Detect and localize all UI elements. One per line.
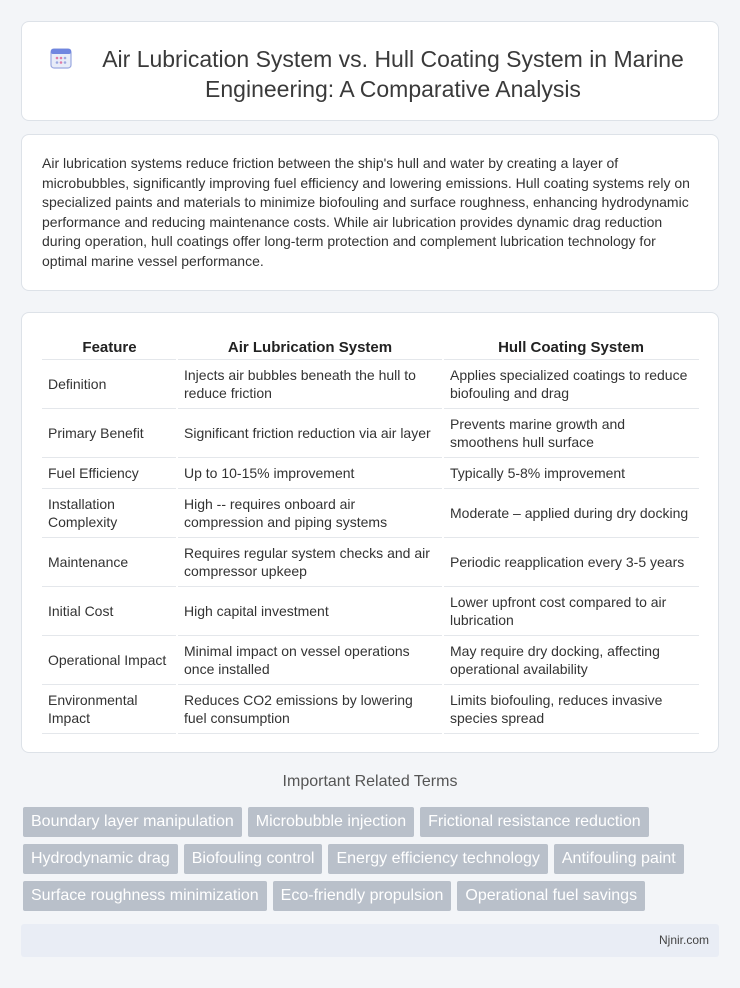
intro-paragraph: Air lubrication systems reduce friction between the ship's hull and water by creating a layer of microbubbles, significantly improving fuel efficiency and lowering emissions. Hull coating systems rely on specialized paints and materials to minimize biofouling and surface roughness, enhancing hydrodynamic performance and reducing maintenance costs. While air lubrication provides dynamic drag reduction during operation, hull coatings offer long-term protection and complement lubrication technology for optimal marine vessel performance. [42, 155, 690, 269]
related-terms-list [23, 807, 703, 911]
hull-coating-cell: Moderate – applied during dry docking [443, 488, 699, 537]
related-term-tag[interactable]: Operational fuel savings [457, 881, 645, 911]
title-card [21, 21, 719, 121]
footer [21, 924, 719, 957]
footer-site-link[interactable]: Njnir.com [658, 933, 709, 947]
hull-coating-cell: Typically 5-8% improvement [443, 457, 699, 488]
air-lubrication-cell: Reduces CO2 emissions by lowering fuel consumption [177, 684, 443, 733]
feature-cell: Maintenance [42, 537, 177, 586]
air-lubrication-cell: Minimal impact on vessel operations once installed [177, 635, 443, 684]
table-row [42, 684, 699, 733]
table-header-row [42, 333, 699, 359]
air-lubrication-cell: High capital investment [177, 586, 443, 635]
comparison-table [42, 333, 699, 734]
related-terms-title: Important Related Terms [282, 773, 458, 790]
related-term-tag[interactable]: Microbubble injection [248, 807, 414, 837]
table-row [42, 457, 699, 488]
hull-coating-cell: Limits biofouling, reduces invasive species spread [443, 684, 699, 733]
feature-cell: Operational Impact [42, 635, 177, 684]
related-term-tag[interactable]: Surface roughness minimization [23, 881, 267, 911]
air-lubrication-cell: High -- requires onboard air compression and piping systems [177, 488, 443, 537]
air-lubrication-cell: Requires regular system checks and air compressor upkeep [177, 537, 443, 586]
hull-coating-cell: Prevents marine growth and smoothens hull surface [443, 408, 699, 457]
related-term-tag[interactable]: Boundary layer manipulation [23, 807, 242, 837]
related-term-tag[interactable]: Hydrodynamic drag [23, 844, 178, 874]
table-row [42, 408, 699, 457]
related-term-tag[interactable]: Biofouling control [184, 844, 323, 874]
hull-coating-cell: Periodic reapplication every 3-5 years [443, 537, 699, 586]
feature-cell: Environmental Impact [42, 684, 177, 733]
table-row [42, 537, 699, 586]
table-row [42, 635, 699, 684]
feature-cell: Definition [42, 359, 177, 408]
related-term-tag[interactable]: Eco-friendly propulsion [273, 881, 452, 911]
calendar-icon [49, 46, 73, 70]
header-air-lubrication: Air Lubrication System [177, 333, 443, 359]
feature-cell: Primary Benefit [42, 408, 177, 457]
feature-cell: Installation Complexity [42, 488, 177, 537]
related-term-tag[interactable]: Antifouling paint [554, 844, 684, 874]
table-row [42, 488, 699, 537]
header-feature: Feature [42, 333, 177, 359]
air-lubrication-cell: Injects air bubbles beneath the hull to reduce friction [177, 359, 443, 408]
page-title: Air Lubrication System vs. Hull Coating System in Marine Engineering: A Comparative Analysis [102, 46, 684, 102]
comparison-table-card [21, 312, 719, 753]
related-term-tag[interactable]: Energy efficiency technology [328, 844, 547, 874]
intro-card [21, 134, 719, 291]
feature-cell: Initial Cost [42, 586, 177, 635]
table-row [42, 586, 699, 635]
feature-cell: Fuel Efficiency [42, 457, 177, 488]
hull-coating-cell: May require dry docking, affecting operational availability [443, 635, 699, 684]
air-lubrication-cell: Up to 10-15% improvement [177, 457, 443, 488]
air-lubrication-cell: Significant friction reduction via air layer [177, 408, 443, 457]
hull-coating-cell: Lower upfront cost compared to air lubrication [443, 586, 699, 635]
header-hull-coating: Hull Coating System [443, 333, 699, 359]
related-term-tag[interactable]: Frictional resistance reduction [420, 807, 649, 837]
hull-coating-cell: Applies specialized coatings to reduce biofouling and drag [443, 359, 699, 408]
table-row [42, 359, 699, 408]
